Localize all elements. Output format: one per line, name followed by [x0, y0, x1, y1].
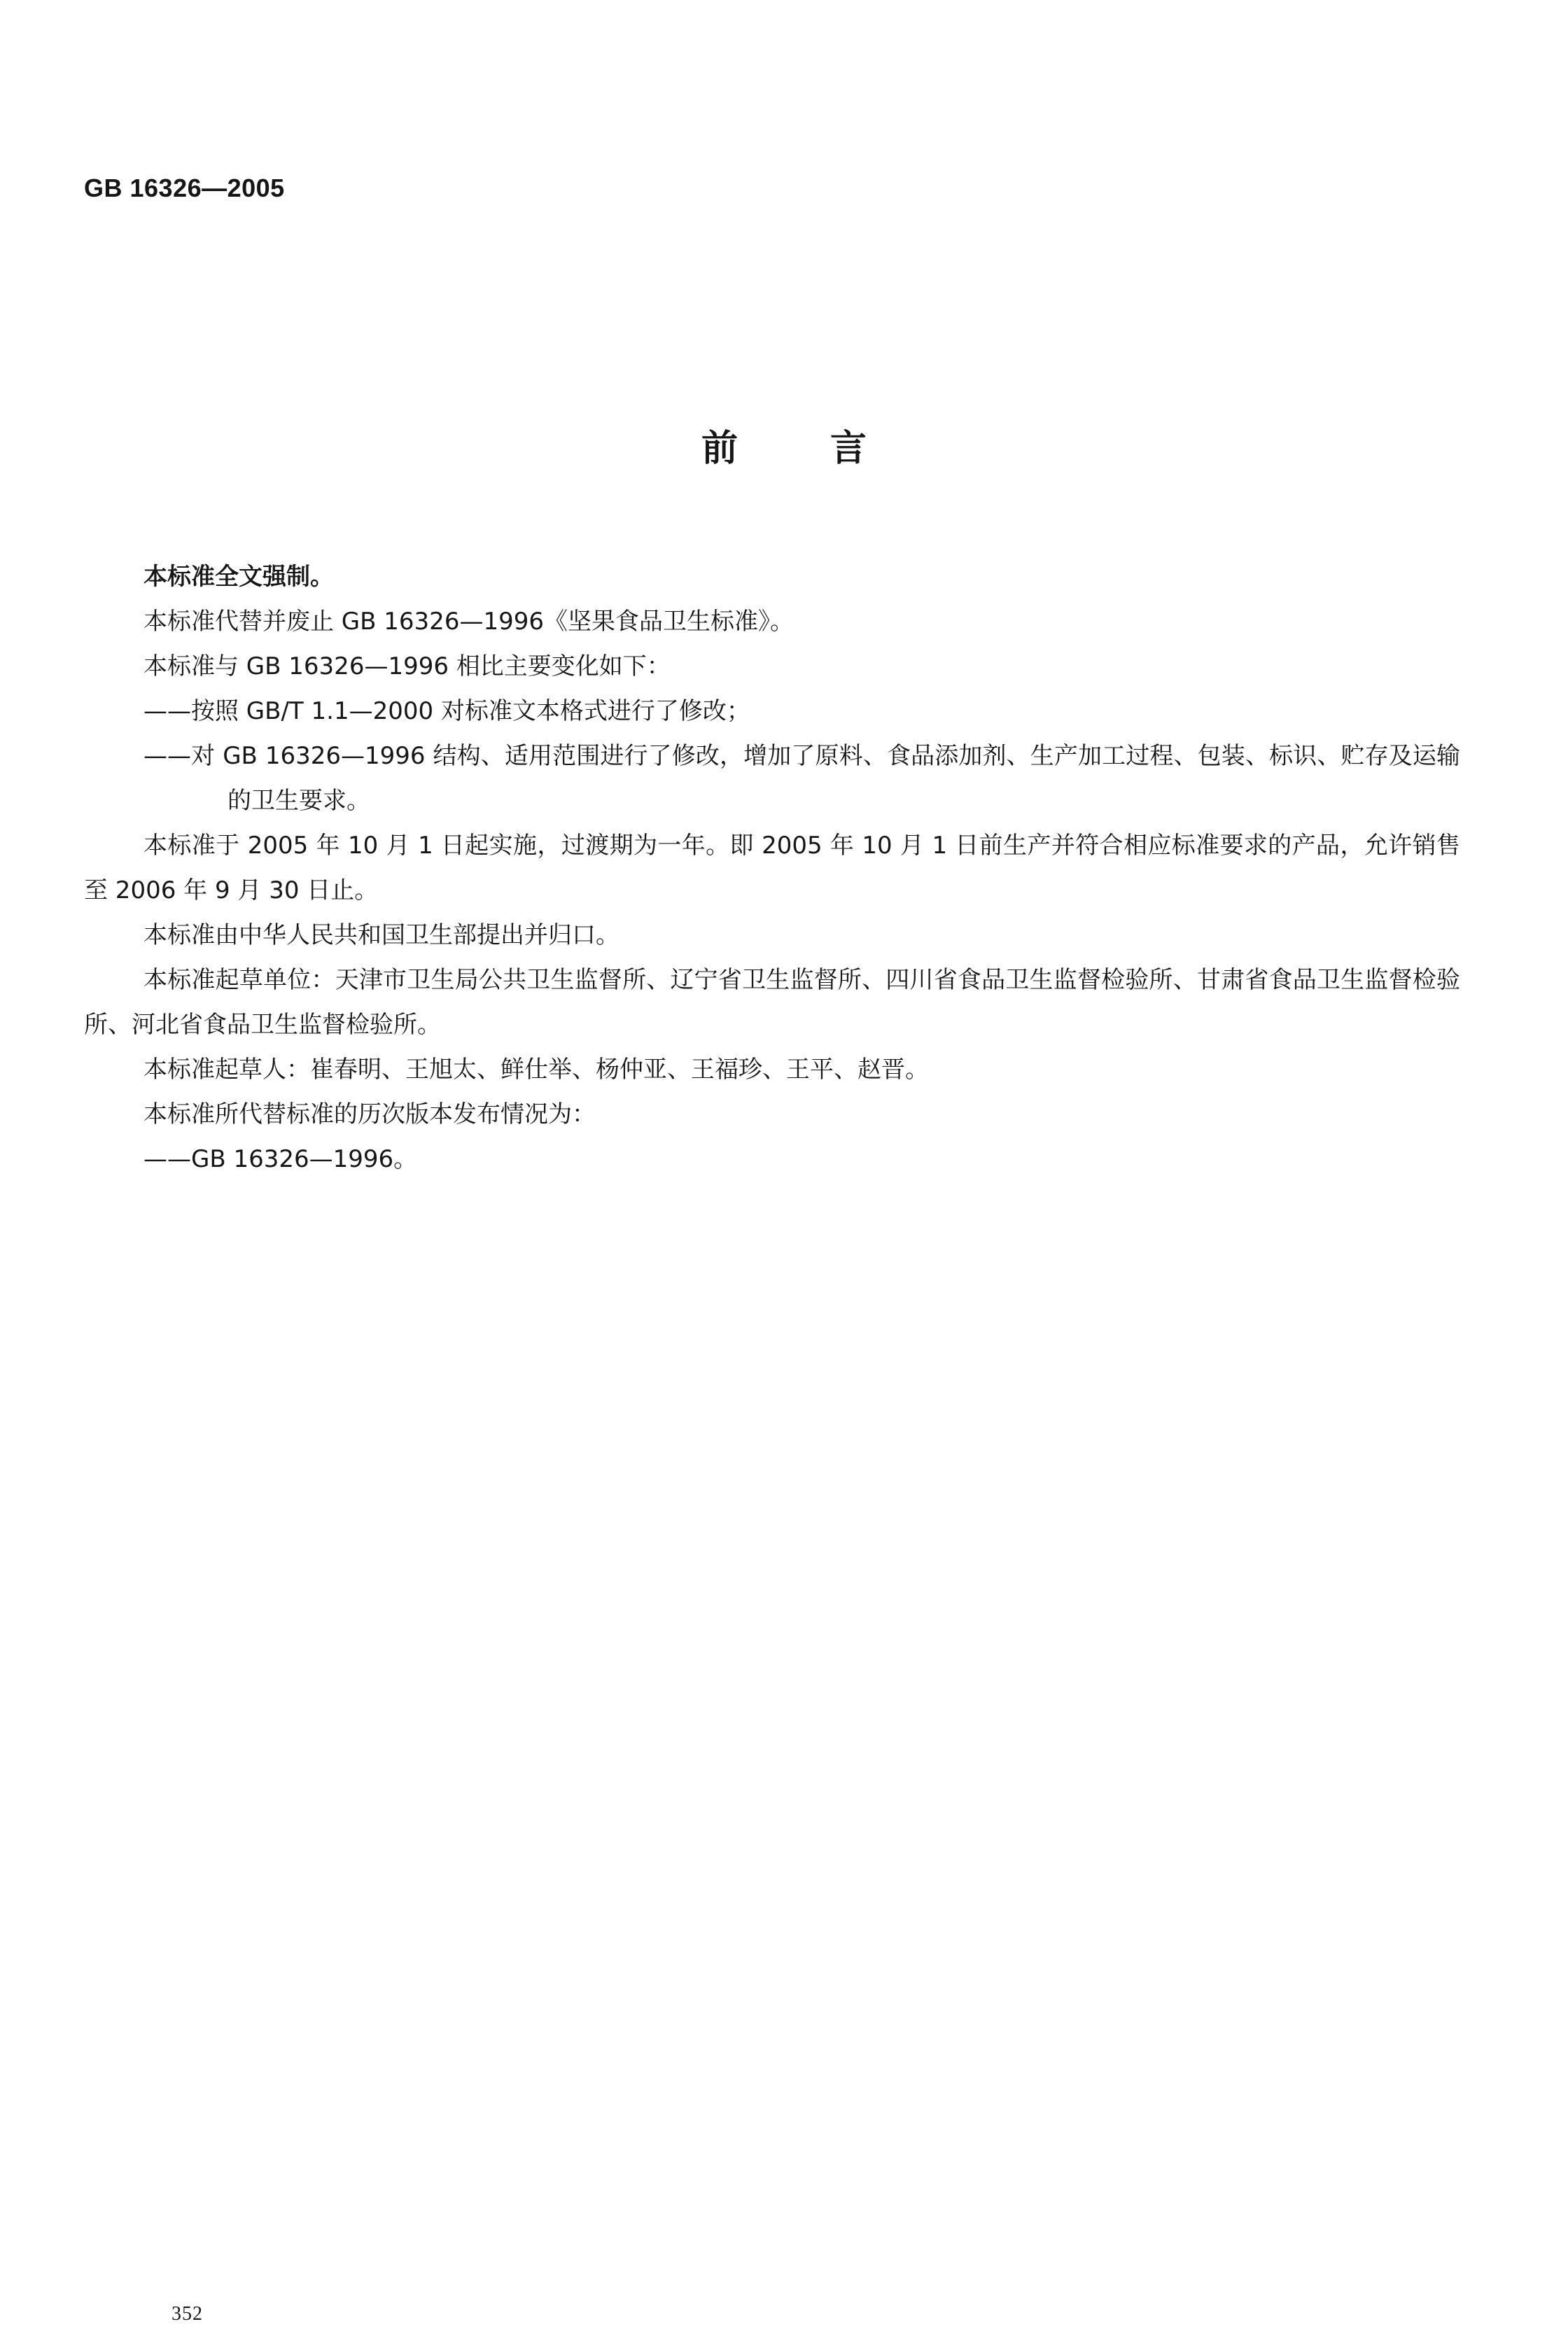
previous-edition-item: ——GB 16326—1996。 [144, 1145, 418, 1173]
implementation-date: 本标准于 2005 年 10 月 1 日起实施，过渡期为一年。即 2005 年 10 月 1 日前生产并符合相应标准要求的产品，允许销售至 2006 年 9 月 30 日止。 [84, 832, 1460, 904]
change-item-format: ——按照 GB/T 1.1—2000 对标准文本格式进行了修改； [144, 697, 750, 725]
proposing-authority: 本标准由中华人民共和国卫生部提出并归口。 [144, 921, 620, 949]
changes-intro: 本标准与 GB 16326—1996 相比主要变化如下： [144, 652, 671, 680]
page-title: 前言 [701, 428, 959, 470]
page-number: 352 [172, 2303, 203, 2325]
foreword-body [84, 554, 1460, 1182]
drafters: 本标准起草人：崔春明、王旭太、鲜仕举、杨仲亚、王福珍、王平、赵晋。 [144, 1056, 929, 1084]
drafting-units: 本标准起草单位：天津市卫生局公共卫生监督所、辽宁省卫生监督所、四川省食品卫生监督检验所、甘肃省食品卫生监督检验所、河北省食品卫生监督检验所。 [84, 966, 1460, 1039]
mandatory-statement: 本标准全文强制。 [144, 563, 334, 591]
change-item-structure: ——对 GB 16326—1996 结构、适用范围进行了修改，增加了原料、食品添加剂、生产加工过程、包装、标识、贮存及运输的卫生要求。 [144, 742, 1460, 815]
replacement-statement: 本标准代替并废止 GB 16326—1996《坚果食品卫生标准》。 [144, 608, 794, 636]
previous-editions-intro: 本标准所代替标准的历次版本发布情况为： [144, 1100, 596, 1128]
standard-number-header: GB 16326—2005 [84, 174, 285, 202]
